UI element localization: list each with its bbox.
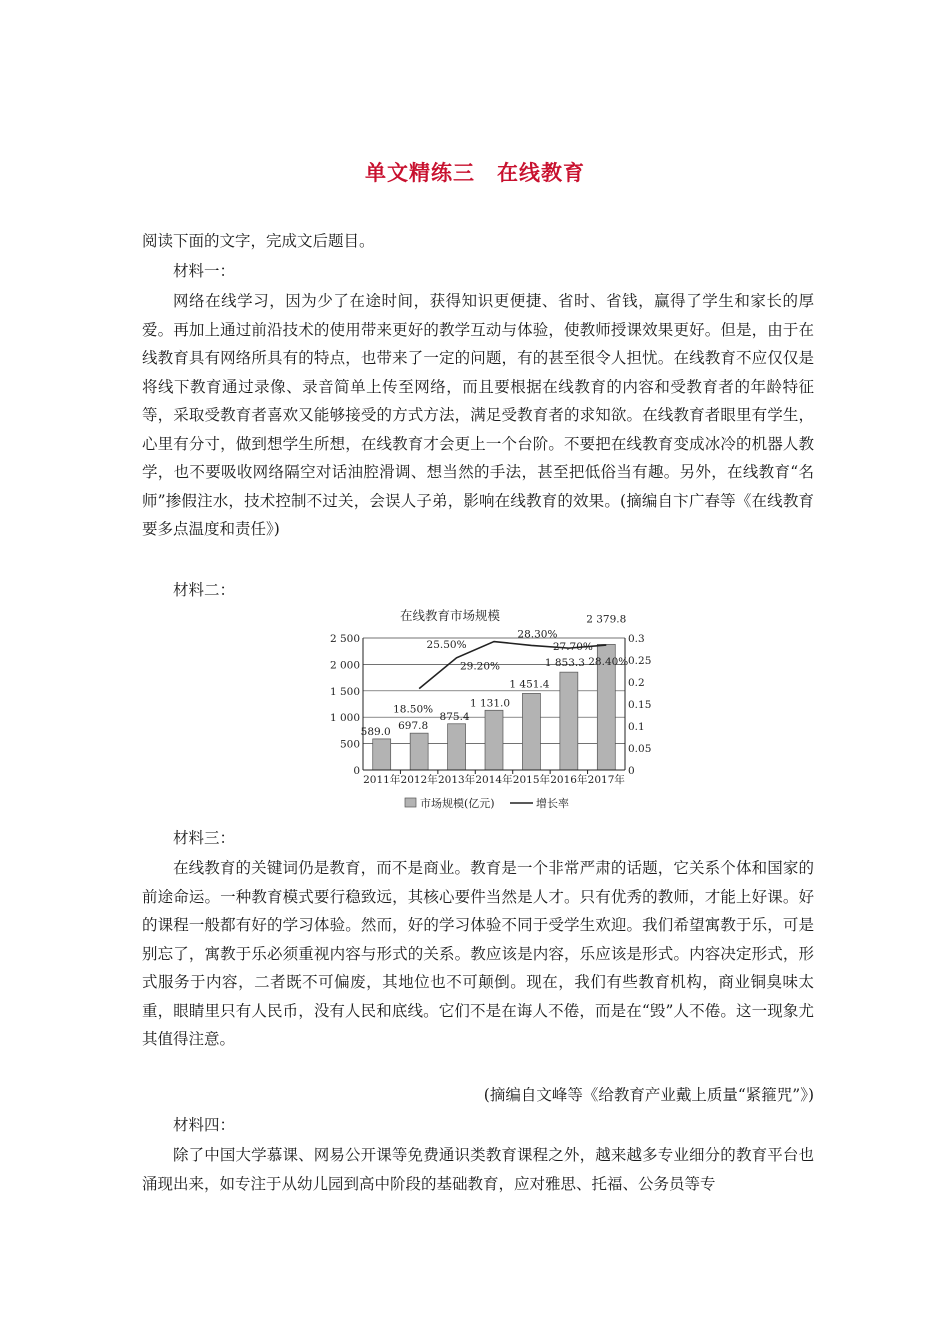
material2-heading: 材料二： [173,581,236,599]
growth-value-label: 28.30% [517,628,558,641]
material3-text: 在线教育的关键词仍是教育，而不是商业。教育是一个非常严肃的话题，它关系个体和国家的前途命运。一种教育模式要行稳致远，其核心要件当然是人才。只有优秀的教师，才能上好课。好的课程一般都有好的学习体验。然而，好的学习体验不同于受学生欢迎。我们希望寓教于乐，可是别忘了，寓教于乐必须重视内容与形式的关系。教应该是内容，乐应该是形式。内容决定形式，形式服务于内容，二者既不可偏废，其地位也不可颠倒。现在，我们有些教育机构，商业铜臭味太重，眼睛里只有人民币，没有人民和底线。它们不是在诲人不倦，而是在“毁”人不倦。这一现象尤其值得注意。 [142,859,814,1048]
chart-title: 在线教育市场规模 [399,608,501,623]
material4-text: 除了中国大学慕课、网易公开课等免费通识类教育课程之外，越来越多专业细分的教育平台也涌现出来，如专注于从幼儿园到高中阶段的基础教育，应对雅思、托福、公务员等专 [142,1146,814,1193]
x-tick-label: 2011年 [363,774,401,786]
page-title: 单文精练三 在线教育 [365,160,585,185]
bar-value-label: 589.0 [360,725,391,738]
growth-value-label: 27.70% [552,641,593,654]
bar [448,724,466,770]
bar [522,693,540,770]
left-tick-label: 500 [339,738,360,751]
bar-value-label: 1 853.3 [544,657,585,670]
bar-value-label: 875.4 [439,710,470,723]
left-tick-label: 0 [353,765,360,777]
right-tick-label: 0.2 [628,677,645,689]
material3-source: (摘编自文峰等《给教育产业戴上质量“紧箍咒”》) [483,1086,814,1104]
bar [410,733,428,770]
bar-value-label: 1 451.4 [509,678,550,691]
chart-legend [405,796,569,810]
growth-value-label: 25.50% [426,638,467,651]
right-tick-label: 0.3 [628,633,645,645]
material1-text: 网络在线学习，因为少了在途时间，获得知识更便捷、省时、省钱，赢得了学生和家长的厚爱。再加上通过前沿技术的使用带来更好的教学互动与体验，使教师授课效果更好。但是，由于在线教育具有网络所具有的特点，也带来了一定的问题，有的甚至很令人担忧。在线教育不应仅仅是将线下教育通过录像、录音简单上传至网络，而且要根据在线教育的内容和受教育者的年龄特征等，采取受教育者喜欢又能够接受的方式方法，满足受教育者的求知欲。在线教育者眼里有学生，心里有分寸，做到想学生所想，在线教育才会更上一个台阶。不要把在线教育变成冰冷的机器人教学，也不要吸收网络隔空对话油腔滑调、想当然的手法，甚至把低俗当有趣。另外，在线教育“名师”掺假注水，技术控制不过关，会误人子弟，影响在线教育的效果。(摘编自卞广春等《在线教育要多点温度和责任》) [142,292,814,538]
x-tick-label: 2013年 [437,774,476,786]
growth-value-label: 18.50% [393,703,434,716]
growth-value-label: 29.20% [459,660,501,673]
x-tick-label: 2016年 [550,774,588,786]
intro-text: 阅读下面的文字，完成文后题目。 [142,232,375,250]
legend-line-label: 增长率 [536,797,569,810]
material1-heading: 材料一： [173,262,236,280]
right-tick-label: 0 [628,765,635,777]
left-tick-label: 1 500 [329,685,360,698]
x-tick-label: 2012年 [400,774,438,786]
right-tick-label: 0.05 [628,743,652,755]
bar [560,672,578,770]
growth-value-label: 28.40% [588,656,629,669]
bar-value-label: 2 379.8 [586,613,627,626]
left-tick-label: 1 000 [329,712,360,725]
left-tick-label: 2 500 [329,633,360,645]
x-tick-label: 2014年 [475,774,513,786]
right-tick-label: 0.25 [628,655,652,667]
x-tick-label: 2015年 [512,774,551,786]
material4-heading: 材料四： [173,1116,236,1134]
material3-heading: 材料三： [173,829,236,847]
bar [485,710,503,770]
legend-bar-label: 市场规模(亿元) [420,797,495,810]
left-tick-label: 2 000 [329,659,360,672]
market-size-chart [325,606,655,824]
legend-bar-swatch [405,798,416,807]
x-tick-label: 2017年 [587,774,625,786]
bar [373,739,391,770]
right-tick-label: 0.15 [628,699,652,711]
right-tick-label: 0.1 [628,721,645,733]
bar-value-label: 697.8 [398,720,429,733]
bar-value-label: 1 131.0 [469,697,511,710]
